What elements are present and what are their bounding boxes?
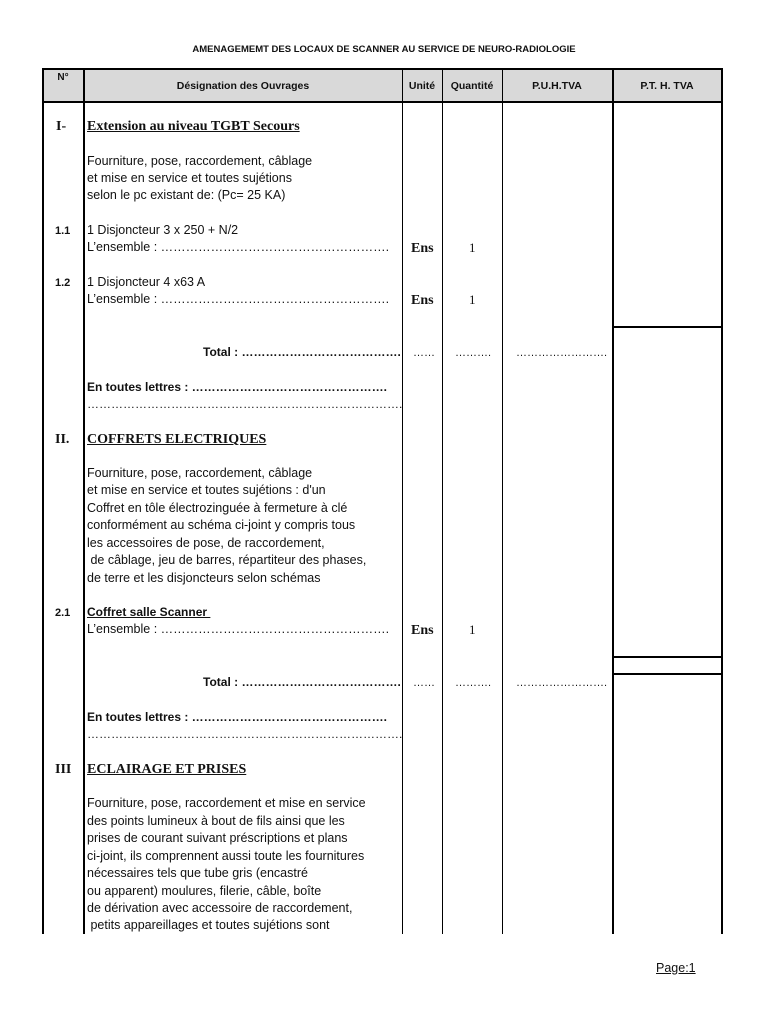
section-1-letters-line: ……………………………………………………………………. <box>87 397 403 411</box>
page-number: Page:1 <box>656 961 696 975</box>
item-1-1-label: 1 Disjoncteur 3 x 250 + N/2 <box>87 223 239 237</box>
section-2-desc-2: et mise en service et toutes sujétions : d'un <box>87 483 326 497</box>
section-1-desc-2: et mise en service et toutes sujétions <box>87 171 292 185</box>
table-top-border <box>42 68 723 70</box>
section-2-desc-7: de terre et les disjoncteurs selon schémas <box>87 571 321 585</box>
section-1-desc-1: Fourniture, pose, raccordement, câblage <box>87 154 313 168</box>
header-quantite: Quantité <box>450 79 494 92</box>
section-2-total-price: ……………………. <box>516 677 608 689</box>
header-pthtva: P.T. H. TVA <box>640 79 694 92</box>
item-2-1-line: L’ensemble : ………………………………………………. <box>87 622 390 636</box>
item-1-1-quantity: 1 <box>469 240 476 255</box>
header-unite: Unité <box>408 79 436 92</box>
item-1-2-line: L’ensemble : ………………………………………………. <box>87 292 390 306</box>
section-2-desc-1: Fourniture, pose, raccordement, câblage <box>87 466 313 480</box>
section-1-total-quantity: ………. <box>455 347 492 359</box>
item-1-2-unit: Ens <box>411 293 434 308</box>
item-2-1-number: 2.1 <box>55 607 71 619</box>
section-2-letters-label: En toutes lettres : …………………………………………. <box>87 710 388 724</box>
section-1-total-unit: …… <box>413 347 435 359</box>
section-3-desc-3: prises de courant suivant préscriptions et plans <box>87 831 348 845</box>
total-line-2a <box>612 656 723 658</box>
section-3-desc-5: nécessaires tels que tube gris (encastré <box>87 866 308 880</box>
item-2-1-quantity: 1 <box>469 622 476 637</box>
section-3-desc-4: ci-joint, ils comprennent aussi toute les fournitures <box>87 849 365 863</box>
item-2-1-label: Coffret salle Scanner <box>87 605 211 619</box>
header-num: N° <box>57 72 69 83</box>
column-divider-designation <box>402 68 403 934</box>
section-3-desc-8: petits appareillages et toutes sujétions sont <box>87 918 330 932</box>
section-1-total-price: ……………………. <box>516 347 608 359</box>
item-1-2-label: 1 Disjoncteur 4 x63 A <box>87 275 206 289</box>
section-1-letters-label: En toutes lettres : …………………………………………. <box>87 380 388 394</box>
total-line-2b <box>612 673 723 675</box>
section-2-desc-3: Coffret en tôle électrozinguée à fermeture à clé <box>87 501 348 515</box>
section-1-total-label: Total : …………………………………. <box>203 345 401 359</box>
header-puhtva: P.U.H.TVA <box>532 79 582 92</box>
section-3-desc-1: Fourniture, pose, raccordement et mise en service <box>87 796 366 810</box>
section-3-desc-6: ou apparent) moulures, filerie, câble, boîte <box>87 884 322 898</box>
header-designation: Désignation des Ouvrages <box>176 79 310 92</box>
section-2-number: II. <box>55 432 70 447</box>
section-2-total-unit: …… <box>413 677 435 689</box>
section-2-desc-4: conformément au schéma ci-joint y compris tous <box>87 518 356 532</box>
section-1-number: I- <box>56 119 67 134</box>
section-2-desc-6: de câblage, jeu de barres, répartiteur des phases, <box>87 553 367 567</box>
item-1-1-unit: Ens <box>411 241 434 256</box>
item-1-2-number: 1.2 <box>55 277 71 289</box>
section-2-title: COFFRETS ELECTRIQUES <box>87 432 267 447</box>
table-right-border <box>721 68 723 934</box>
column-divider-num <box>83 68 85 934</box>
item-1-2-quantity: 1 <box>469 292 476 307</box>
section-3-title: ECLAIRAGE ET PRISES <box>87 762 247 777</box>
section-3-desc-2: des points lumineux à bout de fils ainsi que les <box>87 814 345 828</box>
item-1-1-number: 1.1 <box>55 225 71 237</box>
section-1-title: Extension au niveau TGBT Secours <box>87 119 300 134</box>
item-1-1-line: L’ensemble : ………………………………………………. <box>87 240 390 254</box>
header-bottom-border <box>42 101 723 103</box>
section-2-letters-line: ……………………………………………………………………. <box>87 727 403 741</box>
column-divider-unite <box>442 68 443 934</box>
total-line-1 <box>612 326 723 328</box>
document-title: AMENAGEMEMT DES LOCAUX DE SCANNER AU SERVICE DE NEURO-RADIOLOGIE <box>192 44 576 55</box>
section-2-total-label: Total : …………………………………. <box>203 675 401 689</box>
section-3-desc-7: de dérivation avec accessoire de raccordement, <box>87 901 353 915</box>
item-2-1-unit: Ens <box>411 623 434 638</box>
table-left-border <box>42 68 44 934</box>
section-2-total-quantity: ………. <box>455 677 492 689</box>
column-divider-quantite <box>502 68 503 934</box>
column-divider-puhtva <box>612 68 614 934</box>
section-3-number: III <box>55 762 72 777</box>
section-2-desc-5: les accessoires de pose, de raccordement, <box>87 536 325 550</box>
section-1-desc-3: selon le pc existant de: (Pc= 25 KA) <box>87 188 286 202</box>
